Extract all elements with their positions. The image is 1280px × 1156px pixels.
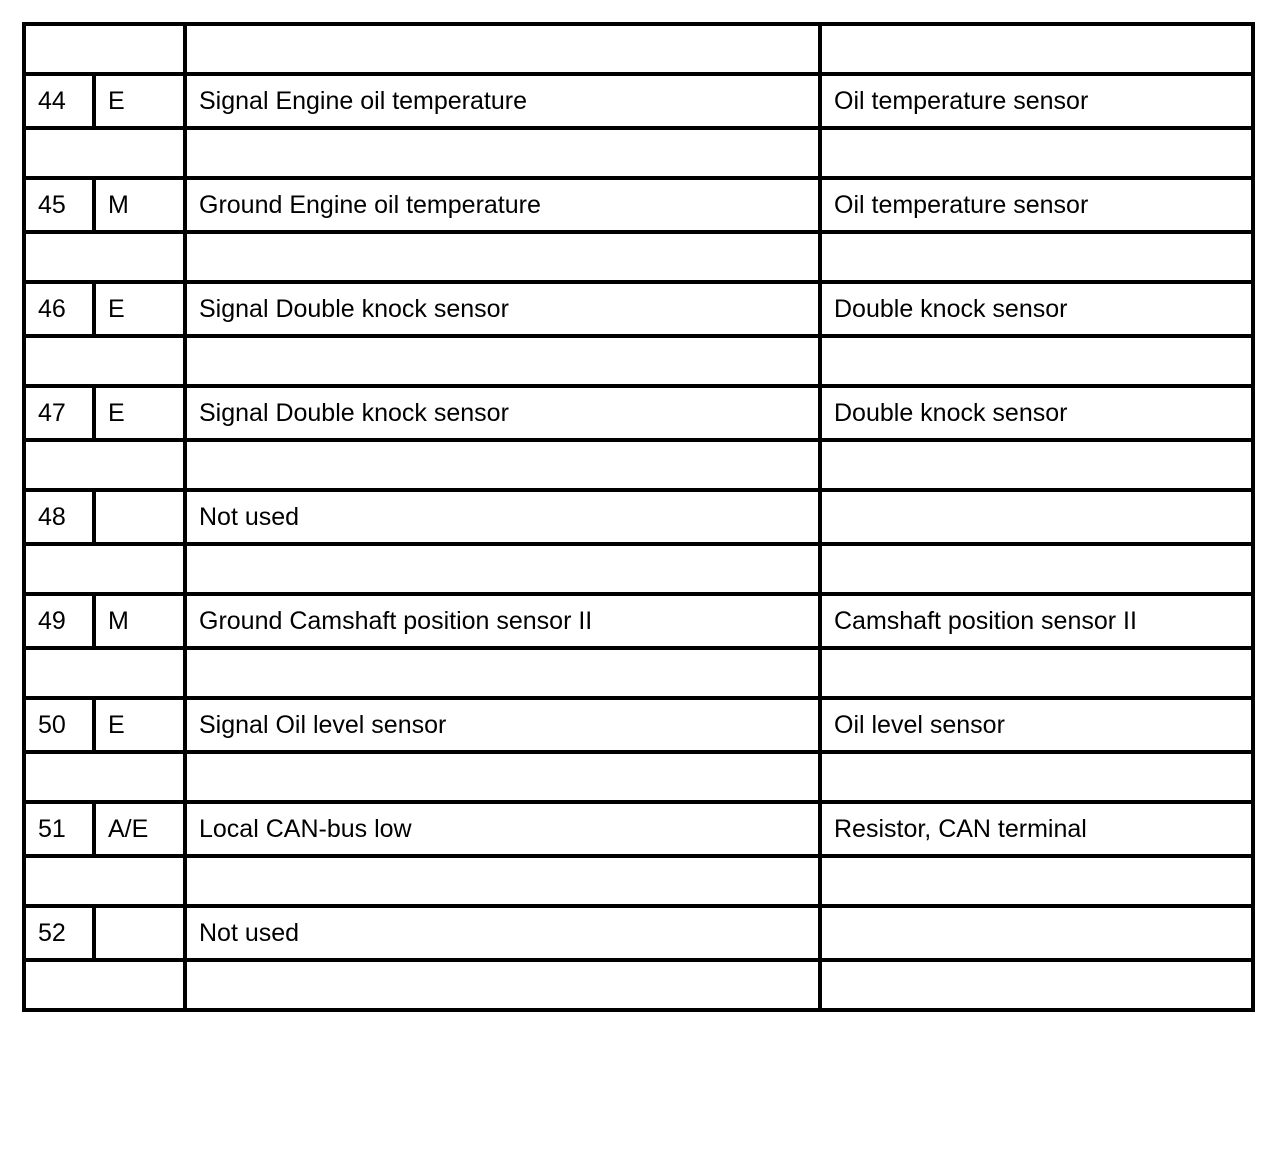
spacer-cell bbox=[24, 336, 185, 386]
table-row bbox=[24, 594, 1253, 648]
component-cell: Double knock sensor bbox=[820, 386, 1253, 440]
description-cell: Not used bbox=[185, 490, 820, 544]
table-row bbox=[24, 490, 1253, 544]
description-cell: Signal Double knock sensor bbox=[185, 282, 820, 336]
spacer-row bbox=[24, 440, 1253, 490]
table-row bbox=[24, 282, 1253, 336]
description-cell: Not used bbox=[185, 906, 820, 960]
spacer-cell bbox=[24, 960, 185, 1010]
spacer-cell bbox=[185, 232, 820, 282]
component-cell bbox=[820, 490, 1253, 544]
spacer-cell bbox=[820, 544, 1253, 594]
pin-number-cell: 49 bbox=[24, 594, 94, 648]
signal-type-cell bbox=[94, 490, 185, 544]
spacer-cell bbox=[820, 128, 1253, 178]
description-cell: Local CAN-bus low bbox=[185, 802, 820, 856]
spacer-cell bbox=[820, 336, 1253, 386]
pin-number-cell: 50 bbox=[24, 698, 94, 752]
signal-type-cell: A/E bbox=[94, 802, 185, 856]
pin-number-cell: 47 bbox=[24, 386, 94, 440]
spacer-row bbox=[24, 128, 1253, 178]
spacer-row bbox=[24, 24, 1253, 74]
component-cell: Double knock sensor bbox=[820, 282, 1253, 336]
table-row bbox=[24, 178, 1253, 232]
spacer-cell bbox=[185, 752, 820, 802]
spacer-row bbox=[24, 752, 1253, 802]
signal-type-cell: E bbox=[94, 74, 185, 128]
spacer-cell bbox=[185, 336, 820, 386]
spacer-cell bbox=[820, 960, 1253, 1010]
spacer-row bbox=[24, 336, 1253, 386]
description-cell: Ground Camshaft position sensor II bbox=[185, 594, 820, 648]
spacer-cell bbox=[820, 440, 1253, 490]
table-row bbox=[24, 906, 1253, 960]
table-row bbox=[24, 802, 1253, 856]
spacer-cell bbox=[24, 128, 185, 178]
pin-assignment-table bbox=[22, 22, 1255, 1012]
description-cell: Signal Oil level sensor bbox=[185, 698, 820, 752]
component-cell: Oil level sensor bbox=[820, 698, 1253, 752]
pin-number-cell: 44 bbox=[24, 74, 94, 128]
spacer-cell bbox=[820, 752, 1253, 802]
table-row bbox=[24, 698, 1253, 752]
spacer-row bbox=[24, 960, 1253, 1010]
pin-table-body bbox=[24, 24, 1253, 1010]
signal-type-cell: M bbox=[94, 178, 185, 232]
spacer-cell bbox=[820, 648, 1253, 698]
spacer-row bbox=[24, 648, 1253, 698]
spacer-cell bbox=[185, 856, 820, 906]
component-cell: Resistor, CAN terminal bbox=[820, 802, 1253, 856]
signal-type-cell: M bbox=[94, 594, 185, 648]
spacer-row bbox=[24, 856, 1253, 906]
signal-type-cell: E bbox=[94, 386, 185, 440]
signal-type-cell: E bbox=[94, 698, 185, 752]
component-cell: Camshaft position sensor II bbox=[820, 594, 1253, 648]
pin-number-cell: 46 bbox=[24, 282, 94, 336]
pin-number-cell: 48 bbox=[24, 490, 94, 544]
spacer-cell bbox=[24, 440, 185, 490]
spacer-cell bbox=[24, 648, 185, 698]
spacer-cell bbox=[185, 24, 820, 74]
signal-type-cell: E bbox=[94, 282, 185, 336]
spacer-cell bbox=[185, 544, 820, 594]
spacer-cell bbox=[820, 856, 1253, 906]
spacer-cell bbox=[24, 24, 185, 74]
description-cell: Ground Engine oil temperature bbox=[185, 178, 820, 232]
spacer-cell bbox=[820, 232, 1253, 282]
spacer-cell bbox=[24, 544, 185, 594]
spacer-cell bbox=[185, 440, 820, 490]
pin-number-cell: 52 bbox=[24, 906, 94, 960]
spacer-cell bbox=[820, 24, 1253, 74]
spacer-cell bbox=[185, 648, 820, 698]
spacer-cell bbox=[185, 128, 820, 178]
component-cell: Oil temperature sensor bbox=[820, 74, 1253, 128]
spacer-cell bbox=[24, 856, 185, 906]
table-row bbox=[24, 74, 1253, 128]
spacer-row bbox=[24, 544, 1253, 594]
pin-number-cell: 51 bbox=[24, 802, 94, 856]
description-cell: Signal Engine oil temperature bbox=[185, 74, 820, 128]
component-cell: Oil temperature sensor bbox=[820, 178, 1253, 232]
component-cell bbox=[820, 906, 1253, 960]
pin-number-cell: 45 bbox=[24, 178, 94, 232]
spacer-cell bbox=[185, 960, 820, 1010]
spacer-cell bbox=[24, 752, 185, 802]
spacer-row bbox=[24, 232, 1253, 282]
spacer-cell bbox=[24, 232, 185, 282]
signal-type-cell bbox=[94, 906, 185, 960]
description-cell: Signal Double knock sensor bbox=[185, 386, 820, 440]
table-row bbox=[24, 386, 1253, 440]
